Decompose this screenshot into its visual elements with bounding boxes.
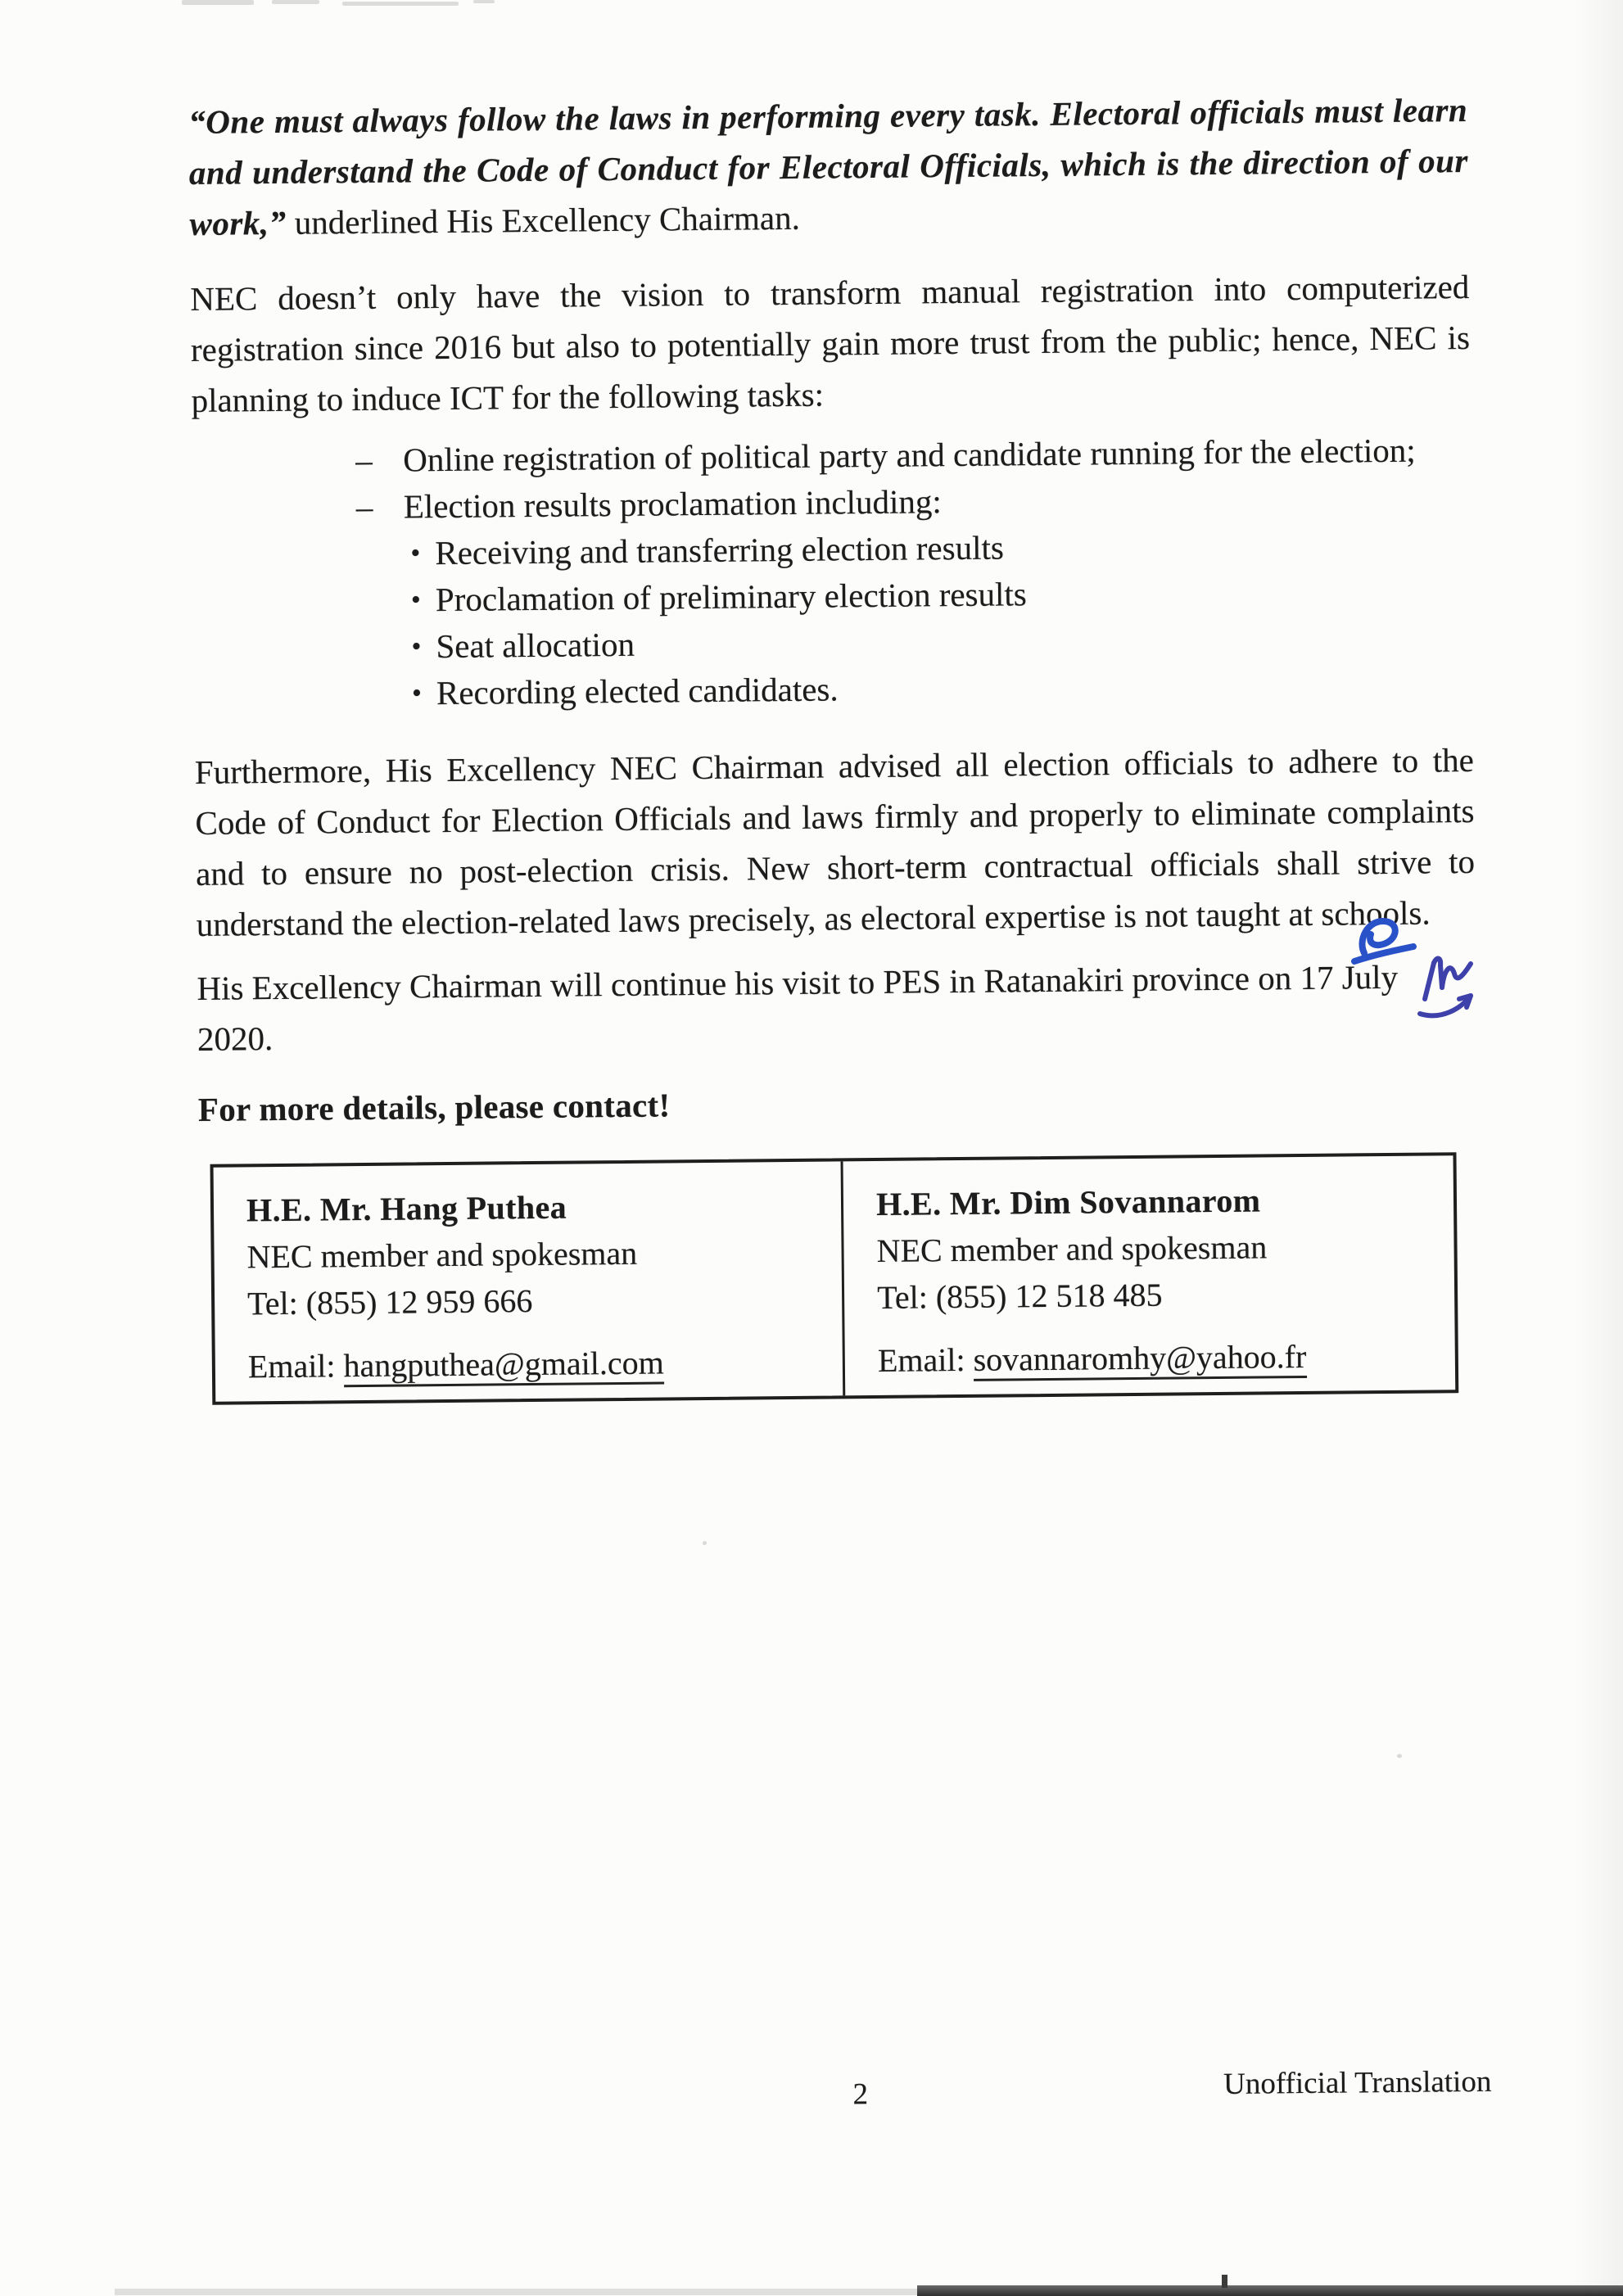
contact-card-hang-puthea bbox=[214, 1161, 846, 1401]
page-number: 2 bbox=[852, 2077, 869, 2112]
contact-tel: Tel: (855) 12 959 666 bbox=[246, 1282, 533, 1322]
scan-artifact-bottom bbox=[115, 2289, 1623, 2295]
list-item-text: Online registration of political party and candidate running for the election; bbox=[403, 431, 1416, 479]
contact-role: NEC member and spokesman bbox=[876, 1228, 1268, 1269]
scan-artifact-top bbox=[473, 0, 495, 3]
contact-card-dim-sovannarom bbox=[843, 1155, 1456, 1395]
dash-bullet-marker: – bbox=[355, 487, 373, 527]
quote-attribution: underlined His Excellency Chairman. bbox=[286, 198, 801, 242]
contact-email-line bbox=[248, 1338, 819, 1390]
dash-bullet-marker: – bbox=[355, 441, 373, 480]
sub-list-item-text: Proclamation of preliminary election results bbox=[435, 575, 1027, 619]
unofficial-translation-label: Unofficial Translation bbox=[1223, 2064, 1492, 2101]
opening-quote-paragraph bbox=[188, 84, 1469, 249]
page-footer bbox=[207, 2064, 1492, 2112]
scan-artifact-top bbox=[182, 0, 254, 5]
scan-artifact-bottom bbox=[1222, 2275, 1227, 2288]
email-label: Email: bbox=[247, 1347, 344, 1385]
dot-bullet-marker: • bbox=[410, 585, 421, 616]
task-list bbox=[192, 427, 1473, 719]
contact-name: H.E. Mr. Hang Puthea bbox=[246, 1188, 567, 1229]
vision-paragraph: NEC doesn’t only have the vision to transform manual registration into computerized registration since 2016 but also to potentially gain more trust from the public; hence, NEC is planning to induce ICT for the following tasks: bbox=[190, 267, 1471, 419]
scan-artifact-top bbox=[272, 0, 319, 4]
handwritten-initials-blue-ink bbox=[1351, 911, 1494, 1021]
sub-list-item-text: Receiving and transferring election results bbox=[435, 528, 1005, 572]
contact-name: H.E. Mr. Dim Sovannarom bbox=[875, 1182, 1261, 1223]
quote-text: “One must always follow the laws in performing every task. Electoral officials must learn and understand the Code of Conduct for Electoral Officials, which is the direction of our work,” bbox=[188, 91, 1469, 242]
contact-email-line bbox=[878, 1332, 1431, 1384]
email-link[interactable]: hangputhea@gmail.com bbox=[343, 1344, 664, 1387]
dot-bullet-marker: • bbox=[411, 678, 423, 709]
furthermore-paragraph: Furthermore, His Excellency NEC Chairman advised all election officials to adhere to the Code of Conduct for Election Officials and laws firmly and properly to eliminate complaints and to ensure no post-election crisis. New short-term contractual officials shall strive to understand the election-related laws precisely, as electoral expertise is not taught at schools. bbox=[194, 740, 1476, 943]
scan-artifact-top bbox=[342, 2, 459, 6]
dot-bullet-marker: • bbox=[410, 538, 421, 569]
contact-tel: Tel: (855) 12 518 485 bbox=[877, 1276, 1163, 1316]
sub-list-item-text: Recording elected candidates. bbox=[436, 670, 839, 712]
list-item-text: Election results proclamation including: bbox=[403, 482, 942, 526]
email-link[interactable]: sovannaromhy@yahoo.fr bbox=[973, 1338, 1306, 1381]
dot-bullet-marker: • bbox=[411, 631, 422, 662]
sub-list-item-text: Seat allocation bbox=[436, 625, 635, 666]
scan-artifact-bottom bbox=[917, 2285, 1623, 2296]
contact-role: NEC member and spokesman bbox=[246, 1234, 638, 1276]
visit-paragraph: His Excellency Chairman will continue his visit to PES in Ratanakiri province on 17 July 2020. bbox=[197, 957, 1399, 1058]
scan-edge-shading bbox=[1574, 0, 1623, 2296]
document-content bbox=[188, 84, 1492, 2226]
email-label: Email: bbox=[877, 1340, 974, 1379]
contact-table bbox=[210, 1152, 1459, 1405]
contact-heading: For more details, please contact! bbox=[197, 1086, 671, 1128]
